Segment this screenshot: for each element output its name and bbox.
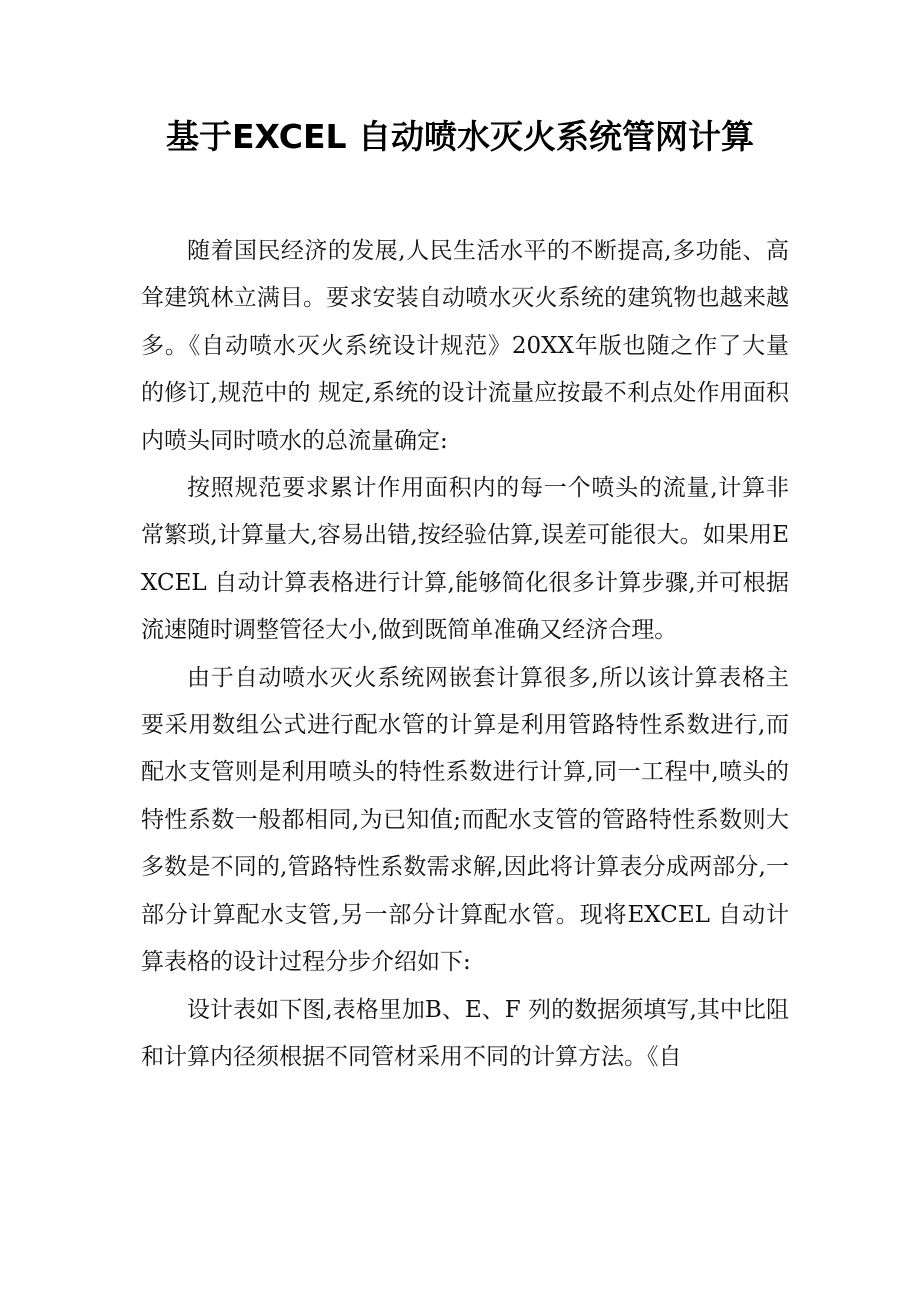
paragraph: 由于自动喷水灭火系统网嵌套计算很多,所以该计算表格主要采用数组公式进行配水管的计算是利用管路特性系数进行,而配水支管则是利用喷头的特性系数进行计算,同一工程中,喷头的特性系数一般都相同,为已知值;而配水支管的管路特性系数则大多数是不同的,管路特性系数需求解,因此将计算表分成两部分,一部分计算配水支管,另一部分计算配水管。现将EXCEL 自动计算表格的设计过程分步介绍如下: [141,664,789,976]
document-body [141,228,789,1081]
paragraph: 设计表如下图,表格里加B、E、F 列的数据须填写,其中比阻和计算内径须根据不同管材采用不同的计算方法。《自 [141,996,789,1070]
paragraph: 随着国民经济的发展,人民生活水平的不断提高,多功能、高耸建筑林立满目。要求安装自动喷水灭火系统的建筑物也越来越多。《自动喷水灭火系统设计规范》20XX年版也随之作了大量的修订,规范中的 规定,系统的设计流量应按最不利点处作用面积内喷头同时喷水的总流量确定: [141,238,789,454]
paragraph: 按照规范要求累计作用面积内的每一个喷头的流量,计算非常繁琐,计算量大,容易出错,按经验估算,误差可能很大。如果用EXCEL 自动计算表格进行计算,能够简化很多计算步骤,并可根据流速随时调整管径大小,做到既简单准确又经济合理。 [141,475,789,644]
document-title: 基于EXCEL 自动喷水灭火系统管网计算 [165,117,755,156]
